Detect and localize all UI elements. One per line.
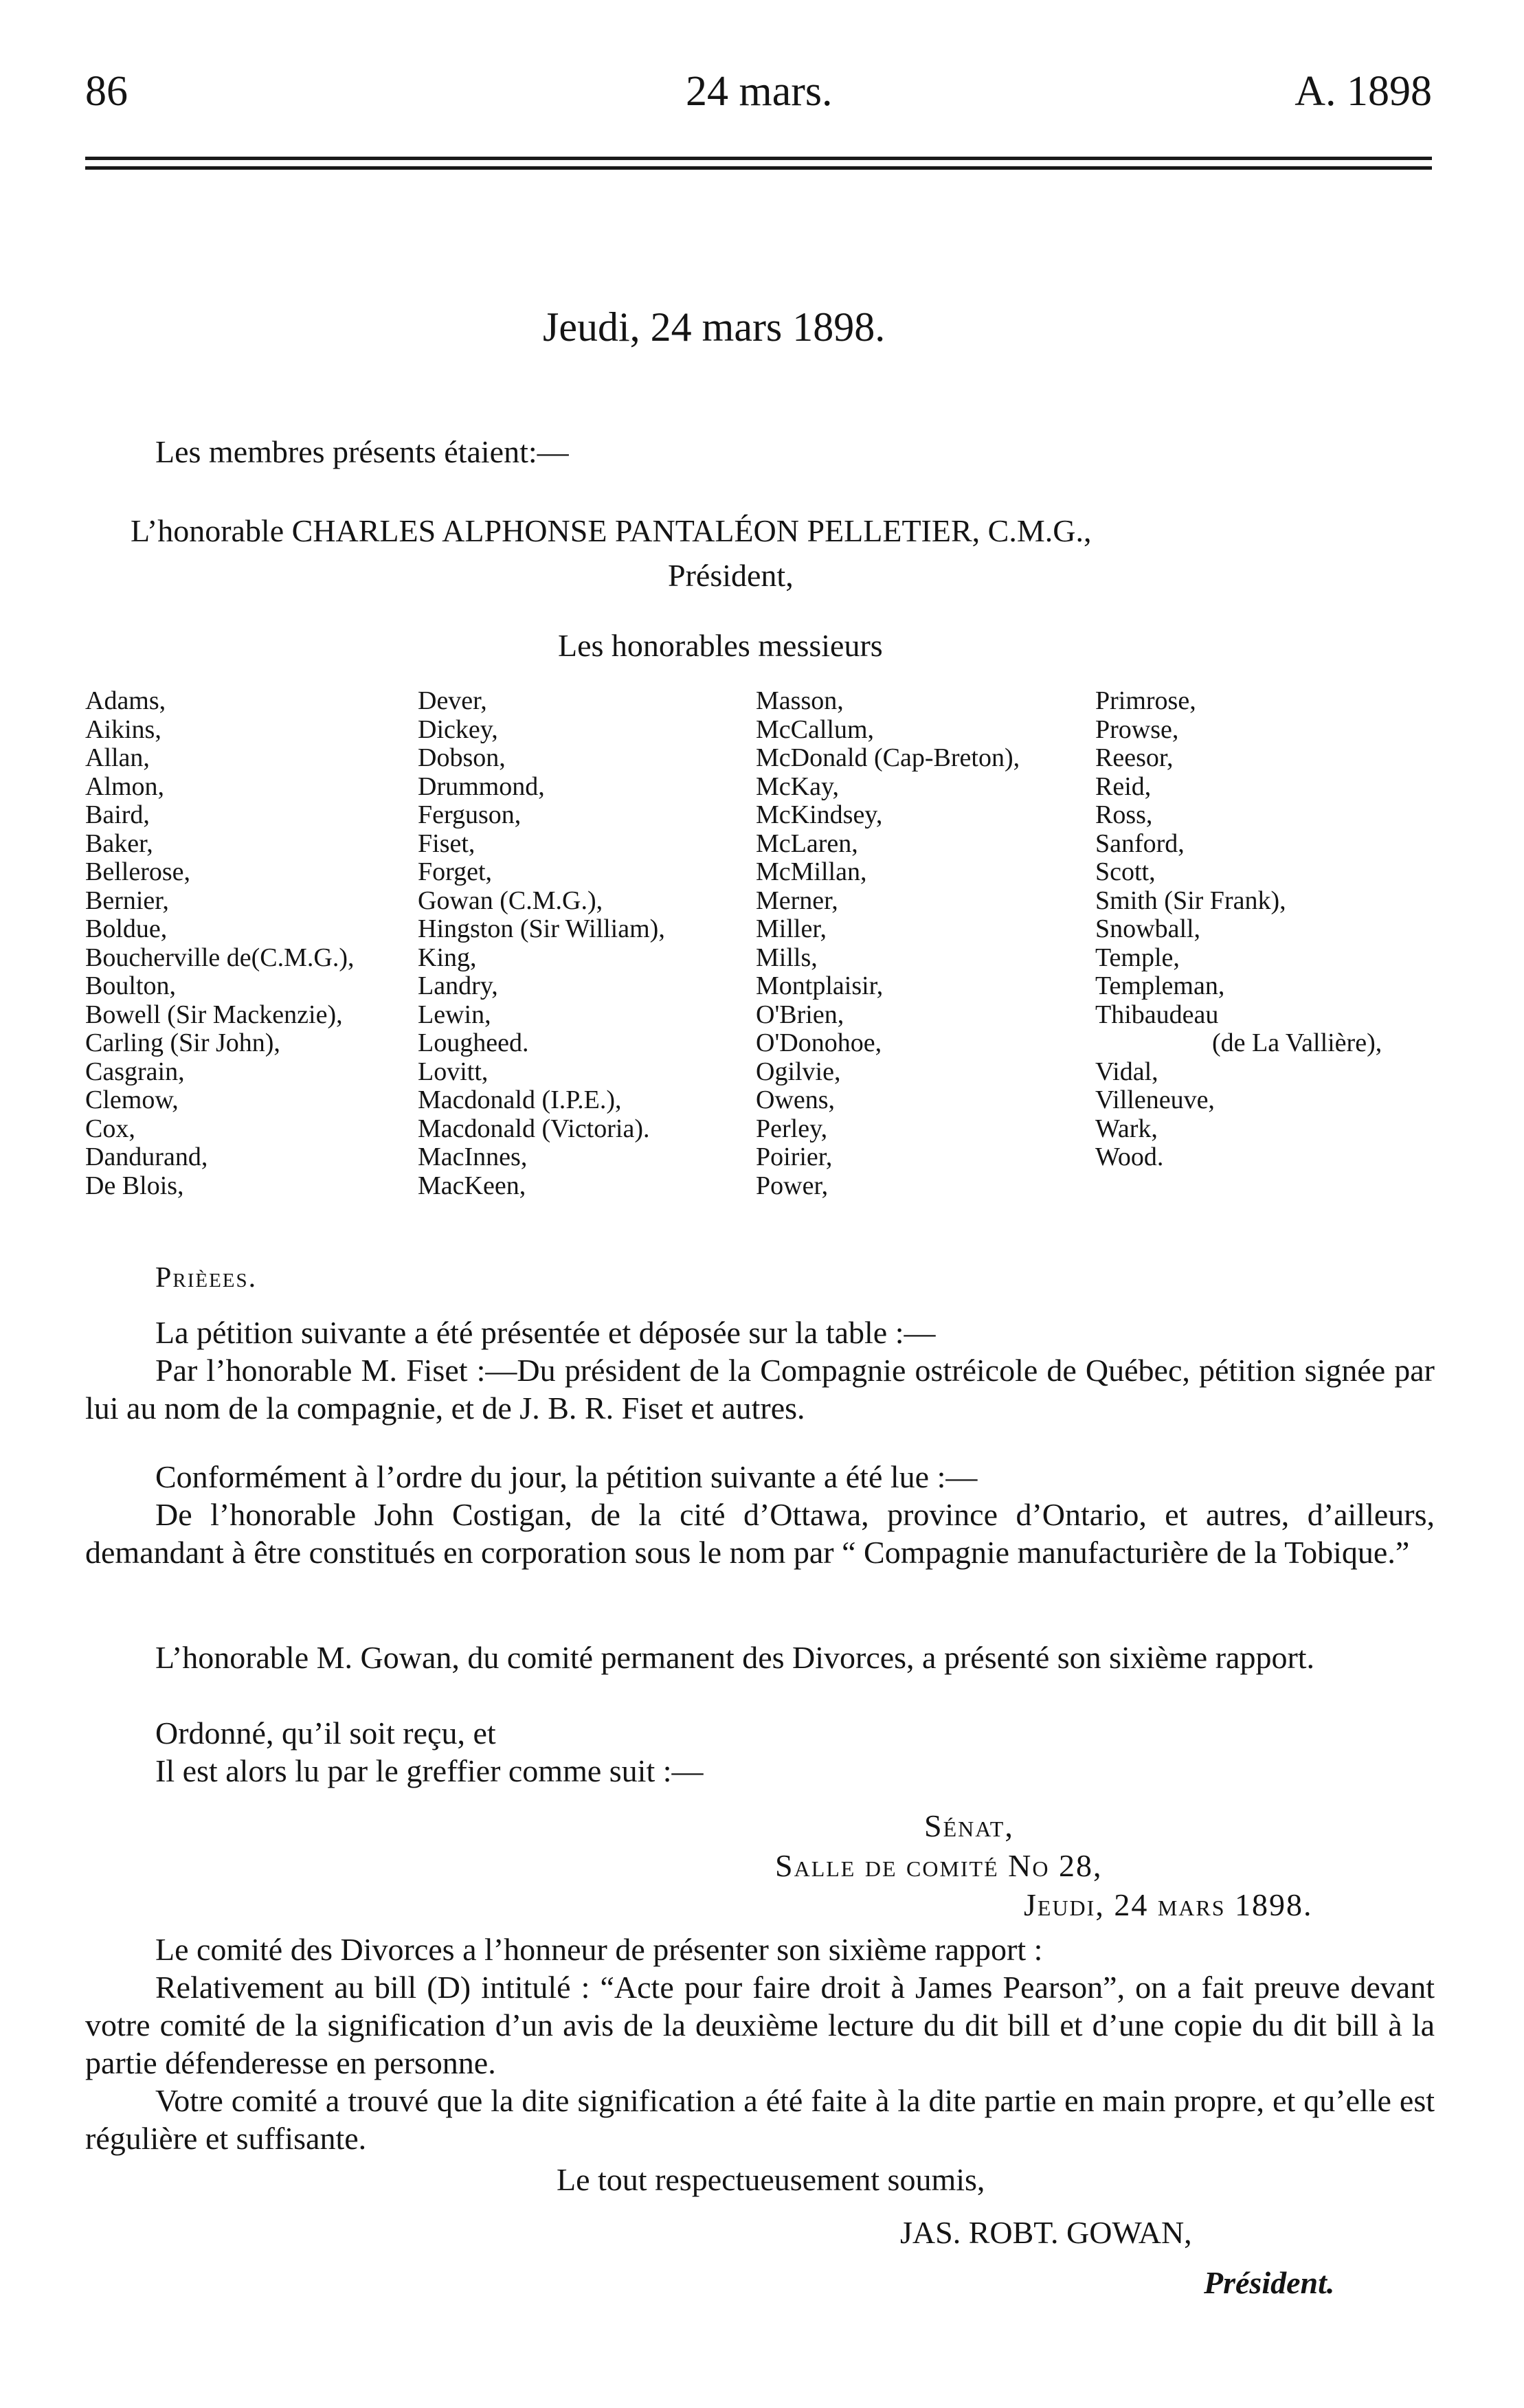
member-name: Villeneuve, (1095, 1085, 1215, 1114)
committee-paragraph-2: Relativement au bill (D) intitulé : “Acte pour faire droit à James Pearson”, on a fait preuve devant votre comité de la signification d’un avis de la deuxième lecture du dit bill et d’une copie du dit bill à la partie défenderesse en personne. (85, 1970, 1435, 2080)
signature: JAS. ROBT. GOWAN, (900, 2215, 1192, 2250)
member-name: Fiset, (418, 829, 475, 858)
member-name: O'Donohoe, (756, 1028, 882, 1057)
header-date: 24 mars. (686, 68, 833, 115)
member-name: Ross, (1095, 800, 1153, 829)
member-name: Drummond, (418, 772, 545, 801)
member-name: Reesor, (1095, 743, 1174, 772)
member-name: Boulton, (85, 971, 176, 1000)
member-name: Baker, (85, 829, 153, 858)
member-column-1 (85, 687, 355, 1200)
member-name: Prowse, (1095, 714, 1179, 744)
member-column-4 (1095, 687, 1382, 1172)
member-name: Boucherville de(C.M.G.), (85, 943, 355, 972)
member-name: Wood. (1095, 1143, 1164, 1171)
member-name: McCallum, (756, 714, 875, 744)
page-number: 86 (85, 68, 128, 115)
member-name: Aikins, (85, 714, 161, 744)
member-name: Thibaudeau (1095, 1000, 1219, 1029)
member-name: O'Brien, (756, 1000, 844, 1029)
member-name: McDonald (Cap-Breton), (756, 743, 1020, 772)
petition-paragraph-1: La pétition suivante a été présentée et déposée sur la table :— (155, 1315, 936, 1350)
member-name: Dickey, (418, 714, 498, 744)
report-paragraph-3: Il est alors lu par le greffier comme suit :— (155, 1753, 704, 1788)
member-name: Landry, (418, 971, 498, 1000)
member-name: Macdonald (Victoria). (418, 1114, 650, 1143)
prieres-heading: Prièees. (155, 1262, 258, 1294)
member-name: Hingston (Sir William), (418, 914, 665, 943)
member-name: Smith (Sir Frank), (1095, 886, 1286, 915)
committee-paragraph-1: Le comité des Divorces a l’honneur de présenter son sixième rapport : (155, 1932, 1043, 1967)
member-name: Snowball, (1095, 914, 1201, 943)
senate-line: Sénat, (924, 1808, 1014, 1843)
member-name: McMillan, (756, 857, 867, 886)
member-name: Masson, (756, 686, 844, 715)
member-name: Reid, (1095, 772, 1152, 801)
member-name: Carling (Sir John), (85, 1028, 280, 1057)
header-rule-bottom (85, 166, 1432, 170)
reading-paragraph-2: De l’honorable John Costigan, de la cité d’Ottawa, province d’Ontario, et autres, d’ailleurs, demandant à être constitués en corporation sous le nom par “ Compagnie manufacturière de la Tobique.” (85, 1497, 1435, 1570)
member-name: MacInnes, (418, 1143, 528, 1171)
honorables-heading: Les honorables messieurs (558, 628, 883, 663)
header-rule-top (85, 157, 1432, 160)
report-paragraph-2: Ordonné, qu’il soit reçu, et (155, 1715, 496, 1751)
report-paragraph-1: L’honorable M. Gowan, du comité permanent des Divorces, a présenté son sixième rapport. (155, 1640, 1315, 1675)
member-name: Primrose, (1095, 686, 1196, 715)
member-name: Casgrain, (85, 1057, 185, 1086)
member-name: Macdonald (I.P.E.), (418, 1085, 622, 1114)
member-name: Scott, (1095, 857, 1156, 886)
member-name: Lewin, (418, 1000, 491, 1029)
member-name: McLaren, (756, 829, 858, 858)
session-title: Jeudi, 24 mars 1898. (543, 304, 886, 350)
member-name: McKay, (756, 772, 839, 801)
member-name: Mills, (756, 943, 818, 972)
member-name: Clemow, (85, 1085, 179, 1114)
member-name: (de La Vallière), (1212, 1028, 1382, 1057)
member-name: Merner, (756, 886, 838, 915)
signature-title: Président. (1204, 2265, 1335, 2300)
member-name: Ogilvie, (756, 1057, 841, 1086)
member-name: Temple, (1095, 943, 1180, 972)
member-name: Power, (756, 1171, 829, 1200)
committee-paragraph-3: Votre comité a trouvé que la dite signification a été faite à la dite partie en main propre, et qu’elle est régulière et suffisante. (85, 2083, 1435, 2156)
member-name: Gowan (C.M.G.), (418, 886, 603, 915)
member-name: Allan, (85, 743, 150, 772)
member-name: Cox, (85, 1114, 135, 1143)
member-name: King, (418, 943, 477, 972)
member-name: Templeman, (1095, 971, 1225, 1000)
reading-paragraph-1: Conformément à l’ordre du jour, la pétition suivante a été lue :— (155, 1459, 978, 1494)
member-name: MacKeen, (418, 1171, 526, 1200)
member-name: Ferguson, (418, 800, 522, 829)
member-name: Lovitt, (418, 1057, 489, 1086)
president-line: L’honorable CHARLES ALPHONSE PANTALÉON PELLETIER, C.M.G., (131, 513, 1092, 548)
member-name: Dandurand, (85, 1143, 208, 1171)
member-name: Dobson, (418, 743, 506, 772)
report-date-line: Jeudi, 24 mars 1898. (1024, 1887, 1313, 1922)
member-name: Bowell (Sir Mackenzie), (85, 1000, 343, 1029)
member-name: Adams, (85, 686, 166, 715)
member-name: Montplaisir, (756, 971, 884, 1000)
member-name: McKindsey, (756, 800, 883, 829)
member-name: Dever, (418, 686, 487, 715)
members-intro: Les membres présents étaient:— (155, 434, 569, 469)
member-name: Perley, (756, 1114, 828, 1143)
member-name: Bernier, (85, 886, 169, 915)
member-name: Lougheed. (418, 1028, 529, 1057)
member-column-2 (418, 687, 665, 1200)
header-year: A. 1898 (1295, 68, 1432, 115)
member-name: Bellerose, (85, 857, 191, 886)
member-name: Almon, (85, 772, 165, 801)
member-name: Miller, (756, 914, 827, 943)
member-column-3 (756, 687, 1020, 1200)
member-name: Owens, (756, 1085, 836, 1114)
member-name: Vidal, (1095, 1057, 1158, 1086)
closing-line: Le tout respectueusement soumis, (557, 2162, 985, 2197)
member-name: Baird, (85, 800, 150, 829)
president-title: Président, (668, 558, 794, 593)
member-name: De Blois, (85, 1171, 184, 1200)
member-name: Poirier, (756, 1143, 833, 1171)
member-name: Boldue, (85, 914, 168, 943)
member-name: Wark, (1095, 1114, 1158, 1143)
petition-paragraph-2: Par l’honorable M. Fiset :—Du président de la Compagnie ostréicole de Québec, pétition signée par lui au nom de la compagnie, et de J. B. R. Fiset et autres. (85, 1353, 1435, 1426)
member-name: Sanford, (1095, 829, 1185, 858)
committee-room-line: Salle de comité No 28, (775, 1848, 1103, 1883)
member-name: Forget, (418, 857, 493, 886)
